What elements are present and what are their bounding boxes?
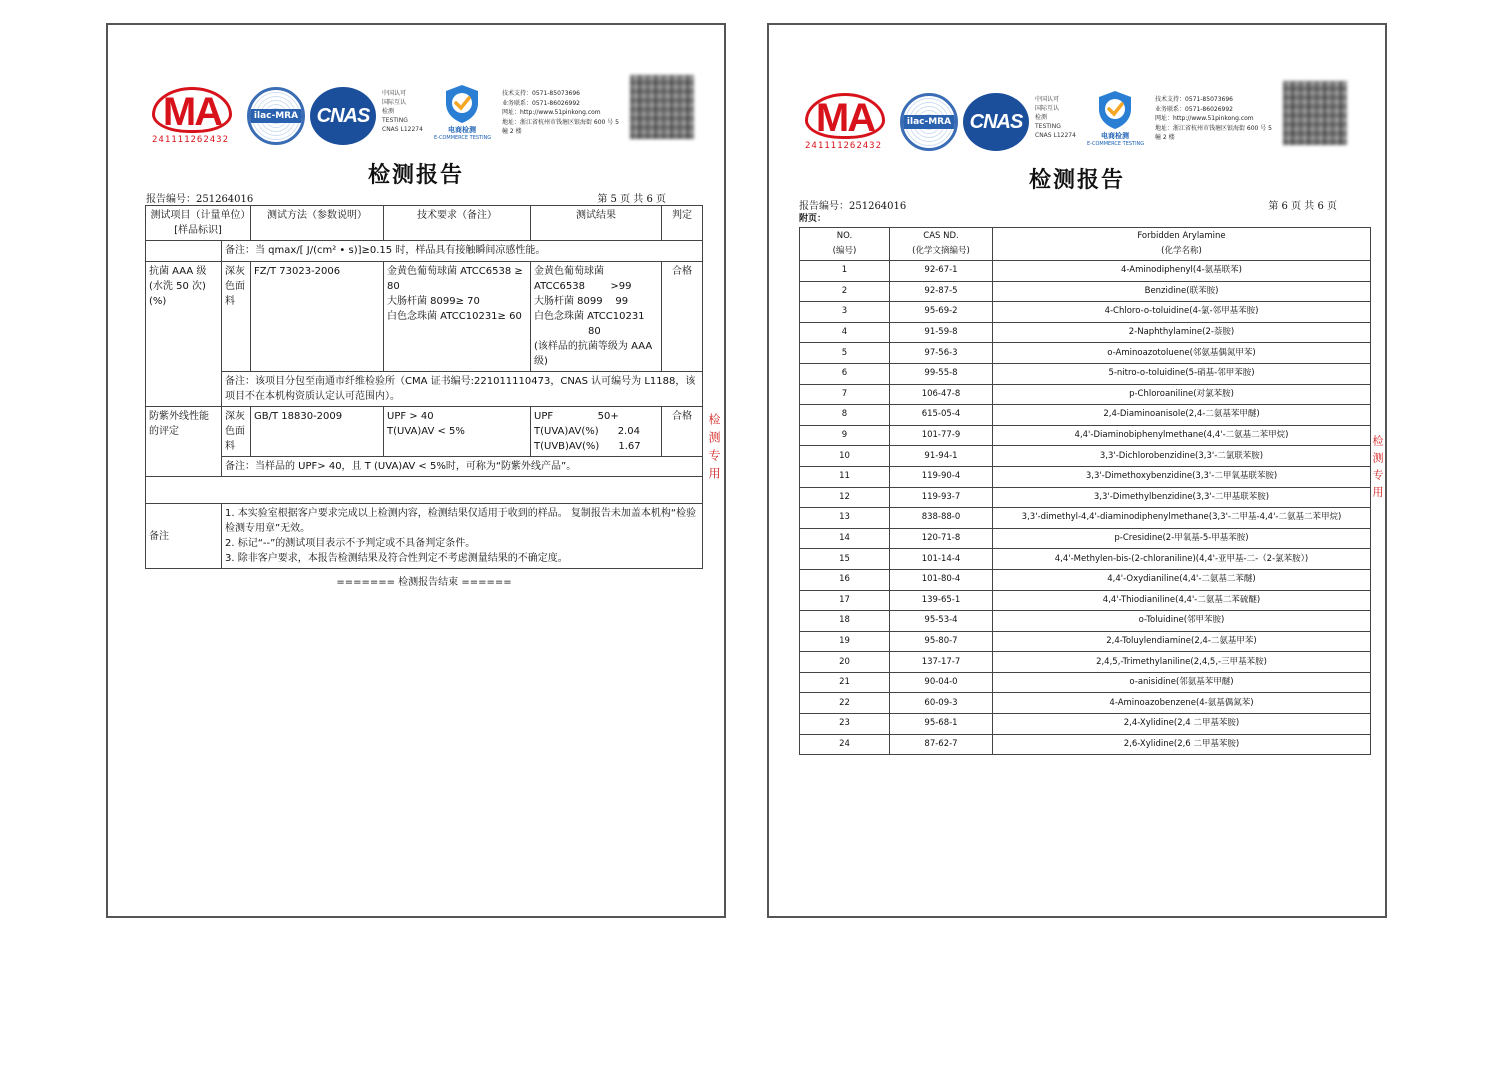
col-cas: CAS ND. (化学文摘编号) [890,228,993,261]
req-antibacterial: 金黄色葡萄球菌 ATCC6538 ≥ 80 大肠杆菌 8099≥ 70 白色念珠菌 ATCC10231≥ 60 [384,262,531,372]
row-no: 19 [800,631,890,652]
row-name: 2,4-Xylidine(2,4 二甲基苯胺) [993,714,1371,735]
table-row [146,504,703,569]
table-header-row [146,206,703,241]
report-number: 报告编号：251264016 [799,201,907,212]
ilac-mra-logo: ilac-MRA [247,87,305,145]
row-cas: 60-09-3 [890,693,993,714]
table-row [800,734,1371,755]
report-page-6 [767,23,1387,918]
row-no: 5 [800,343,890,364]
row-cas: 87-62-7 [890,734,993,755]
table-row [800,590,1371,611]
row-name: 4-Aminodiphenyl(4-氨基联苯) [993,261,1371,282]
row-cas: 139-65-1 [890,590,993,611]
method-uv: GB/T 18830-2009 [251,407,384,457]
report-number: 报告编号：251264016 [146,194,254,205]
row-no: 22 [800,693,890,714]
row-name: o-Aminoazotoluene(邻氨基偶氮甲苯) [993,343,1371,364]
shield-check-icon [1095,89,1135,131]
table-row [146,477,703,504]
table-row [800,446,1371,467]
page-number: 第 6 页 共 6 页 [1268,201,1337,212]
row-name: 2,4-Diaminoanisole(2,4-二氨基苯甲醚) [993,405,1371,426]
col-requirement: 技术要求（备注） [384,206,531,241]
page-number: 第 5 页 共 6 页 [597,194,666,205]
table-header-row [800,228,1371,261]
table-row [800,384,1371,405]
ecommerce-testing-logo: 电商检测 E-COMMERCE TESTING [1087,89,1143,147]
row-name: 2,6-Xylidine(2,6 二甲基苯胺) [993,734,1371,755]
table-row [800,549,1371,570]
item-uv: 防紫外线性能的评定 [146,407,222,477]
row-name: 5-nitro-o-toluidine(5-硝基-邻甲苯胺) [993,363,1371,384]
row-cas: 615-05-4 [890,405,993,426]
report-end-marker: ======= 检测报告结束 ====== [336,577,512,588]
table-row [146,372,703,407]
row-name: 4-Aminoazobenzene(4-氨基偶氮苯) [993,693,1371,714]
row-name: Benzidine(联苯胺) [993,281,1371,302]
row-no: 3 [800,302,890,323]
note-antibacterial: 备注：该项目分包至南通市纤维检验所（CMA 证书编号:221011110473，CNAS 认可编号为 L1188，该项目不在本机构资质认定认可范围内）。 [222,372,703,407]
table-row [800,363,1371,384]
row-cas: 120-71-8 [890,528,993,549]
row-no: 21 [800,672,890,693]
col-name: Forbidden Arylamine (化学名称) [993,228,1371,261]
report-meta [799,197,1337,212]
contact-info: 技术支持：0571-85073696 业务联系：0571-86026992 网址：http://www.51pinkong.com 地址：浙江省杭州市钱塘区银海街 600 号 5 幢 2 楼 [1155,96,1272,141]
cnas-logo: CNAS [963,93,1029,151]
row-name: 2,4-Toluylendiamine(2,4-二氨基甲苯) [993,631,1371,652]
row-cas: 97-56-3 [890,343,993,364]
remarks: 1. 本实验室根据客户要求完成以上检测内容，检测结果仅适用于收到的样品。 复制报告未加盖本机构“检验检测专用章”无效。 2. 标记“--”的测试项目表示不予判定或不具备判定条件。 3. 除非客户要求，本报告检测结果及符合性判定不考虑测量结果的不确定度。 [222,504,703,569]
item-antibacterial: 抗菌 AAA 级(水洗 50 次)(%) [146,262,222,407]
row-no: 23 [800,714,890,735]
row-no: 18 [800,611,890,632]
row-no: 10 [800,446,890,467]
verdict-antibacterial: 合格 [662,262,703,372]
table-row [800,611,1371,632]
ilac-mra-logo: ilac-MRA [900,93,958,151]
row-cas: 101-80-4 [890,569,993,590]
row-no: 16 [800,569,890,590]
method-antibacterial: FZ/T 73023-2006 [251,262,384,372]
row-cas: 91-59-8 [890,322,993,343]
row-no: 9 [800,425,890,446]
row-name: o-Toluidine(邻甲苯胺) [993,611,1371,632]
row-cas: 119-90-4 [890,466,993,487]
table-row [800,528,1371,549]
table-row [800,693,1371,714]
test-results-table [145,205,703,569]
table-row [146,241,703,262]
note-uv: 备注：当样品的 UPF> 40，且 T (UVA)AV < 5%时，可称为“防紫外线产品”。 [222,457,703,477]
cnas-logo: CNAS [310,87,376,145]
row-name: 4,4'-Thiodianiline(4,4'-二氨基二苯硫醚) [993,590,1371,611]
qr-code [630,75,694,139]
row-no: 24 [800,734,890,755]
seal-stamp: 检测专用 [707,413,721,485]
col-method: 测试方法（参数说明） [251,206,384,241]
row-name: p-Chloroaniline(对氯苯胺) [993,384,1371,405]
table-row [800,281,1371,302]
contact-info: 技术支持：0571-85073696 业务联系：0571-86026992 网址：http://www.51pinkong.com 地址：浙江省杭州市钱塘区银海街 600 号 5 幢 2 楼 [502,90,619,135]
col-test-item: 测试项目（计量单位）[样品标识] [146,206,251,241]
page-title: 检测报告 [1028,167,1125,193]
header-logos [152,83,712,153]
row-name: p-Cresidine(2-甲氧基-5-甲基苯胺) [993,528,1371,549]
row-cas: 101-14-4 [890,549,993,570]
row-name: o-anisidine(邻氨基苯甲醚) [993,672,1371,693]
cnas-text: 中国认可 国际互认 检测 TESTING CNAS L12274 [382,90,423,133]
table-row [800,508,1371,529]
table-row [146,457,703,477]
table-row [146,407,703,457]
row-name: 2-Naphthylamine(2-萘胺) [993,322,1371,343]
cma-code: 241111262432 [805,141,883,151]
row-no: 1 [800,261,890,282]
verdict-uv: 合格 [662,407,703,457]
arylamine-rows [800,261,1371,755]
req-uv: UPF > 40 T(UVA)AV < 5% [384,407,531,457]
table-row [800,466,1371,487]
report-meta [146,190,666,205]
result-uv: UPF 50+ T(UVA)AV(%) 2.04 T(UVB)AV(%) 1.67 [531,407,662,457]
row-name: 4,4'-Oxydianiline(4,4'-二氨基二苯醚) [993,569,1371,590]
row-cas: 101-77-9 [890,425,993,446]
row-no: 2 [800,281,890,302]
row-cas: 99-55-8 [890,363,993,384]
row-name: 3,3'-Dimethoxybenzidine(3,3'-二甲氧基联苯胺) [993,466,1371,487]
row-name: 3,3'-Dimethylbenzidine(3,3'-二甲基联苯胺) [993,487,1371,508]
row-no: 14 [800,528,890,549]
cma-logo: MA 241111262432 [805,93,885,151]
cma-code: 241111262432 [152,135,230,145]
page-title: 检测报告 [367,162,464,188]
row-no: 12 [800,487,890,508]
col-no: NO. (编号) [800,228,890,261]
table-row [800,261,1371,282]
table-row [800,343,1371,364]
table-row [800,569,1371,590]
col-verdict: 判定 [662,206,703,241]
row-cas: 95-68-1 [890,714,993,735]
table-row [800,652,1371,673]
sample-label: 深灰色面料 [222,407,251,457]
row-cas: 91-94-1 [890,446,993,467]
table-row [800,322,1371,343]
row-no: 7 [800,384,890,405]
row-cas: 838-88-0 [890,508,993,529]
table-row [800,714,1371,735]
row-no: 11 [800,466,890,487]
row-name: 4,4'-Diaminobiphenylmethane(4,4'-二氨基二苯甲烷) [993,425,1371,446]
shield-check-icon [442,83,482,125]
cnas-text: 中国认可 国际互认 检测 TESTING CNAS L12274 [1035,96,1076,139]
row-no: 17 [800,590,890,611]
row-no: 20 [800,652,890,673]
note-cooling: 备注：当 qmax/[ J/(cm² • s)]≥0.15 时，样品具有接触瞬间凉感性能。 [222,241,703,262]
arylamine-table [799,227,1371,755]
table-row [146,262,703,372]
row-cas: 137-17-7 [890,652,993,673]
row-name: 2,4,5,-Trimethylaniline(2,4,5,-三甲基苯胺) [993,652,1371,673]
table-row [800,487,1371,508]
col-result: 测试结果 [531,206,662,241]
row-cas: 92-67-1 [890,261,993,282]
qr-code [1283,81,1347,145]
row-no: 8 [800,405,890,426]
header-logos [805,89,1365,159]
remark-label: 备注 [146,504,222,569]
row-name: 3,3'-Dichlorobenzidine(3,3'-二氯联苯胺) [993,446,1371,467]
row-cas: 119-93-7 [890,487,993,508]
row-no: 15 [800,549,890,570]
table-row [800,302,1371,323]
row-name: 4,4'-Methylen-bis-(2-chloraniline)(4,4'-亚甲基-二-（2-氯苯胺）) [993,549,1371,570]
row-name: 3,3'-dimethyl-4,4'-diaminodiphenylmethane(3,3'-二甲基-4,4'-二氨基二苯甲烷) [993,508,1371,529]
row-cas: 95-53-4 [890,611,993,632]
ecommerce-testing-logo: 电商检测 E-COMMERCE TESTING [434,83,490,141]
row-cas: 106-47-8 [890,384,993,405]
table-row [800,631,1371,652]
row-cas: 95-80-7 [890,631,993,652]
row-cas: 95-69-2 [890,302,993,323]
row-cas: 90-04-0 [890,672,993,693]
table-row [800,672,1371,693]
row-no: 6 [800,363,890,384]
table-row [800,405,1371,426]
table-row [800,425,1371,446]
result-antibacterial: 金黄色葡萄球菌 ATCC6538 >99 大肠杆菌 8099 99 白色念珠菌 ATCC10231 80 (该样品的抗菌等级为 AAA 级) [531,262,662,372]
row-no: 13 [800,508,890,529]
row-cas: 92-87-5 [890,281,993,302]
sample-label: 深灰色面料 [222,262,251,372]
row-no: 4 [800,322,890,343]
seal-stamp: 检测专用 [1371,435,1384,503]
report-page-5 [106,23,726,918]
appendix-label: 附页： [799,214,827,224]
row-name: 4-Chloro-o-toluidine(4-氯-邻甲基苯胺) [993,302,1371,323]
cma-logo: MA 241111262432 [152,87,232,145]
